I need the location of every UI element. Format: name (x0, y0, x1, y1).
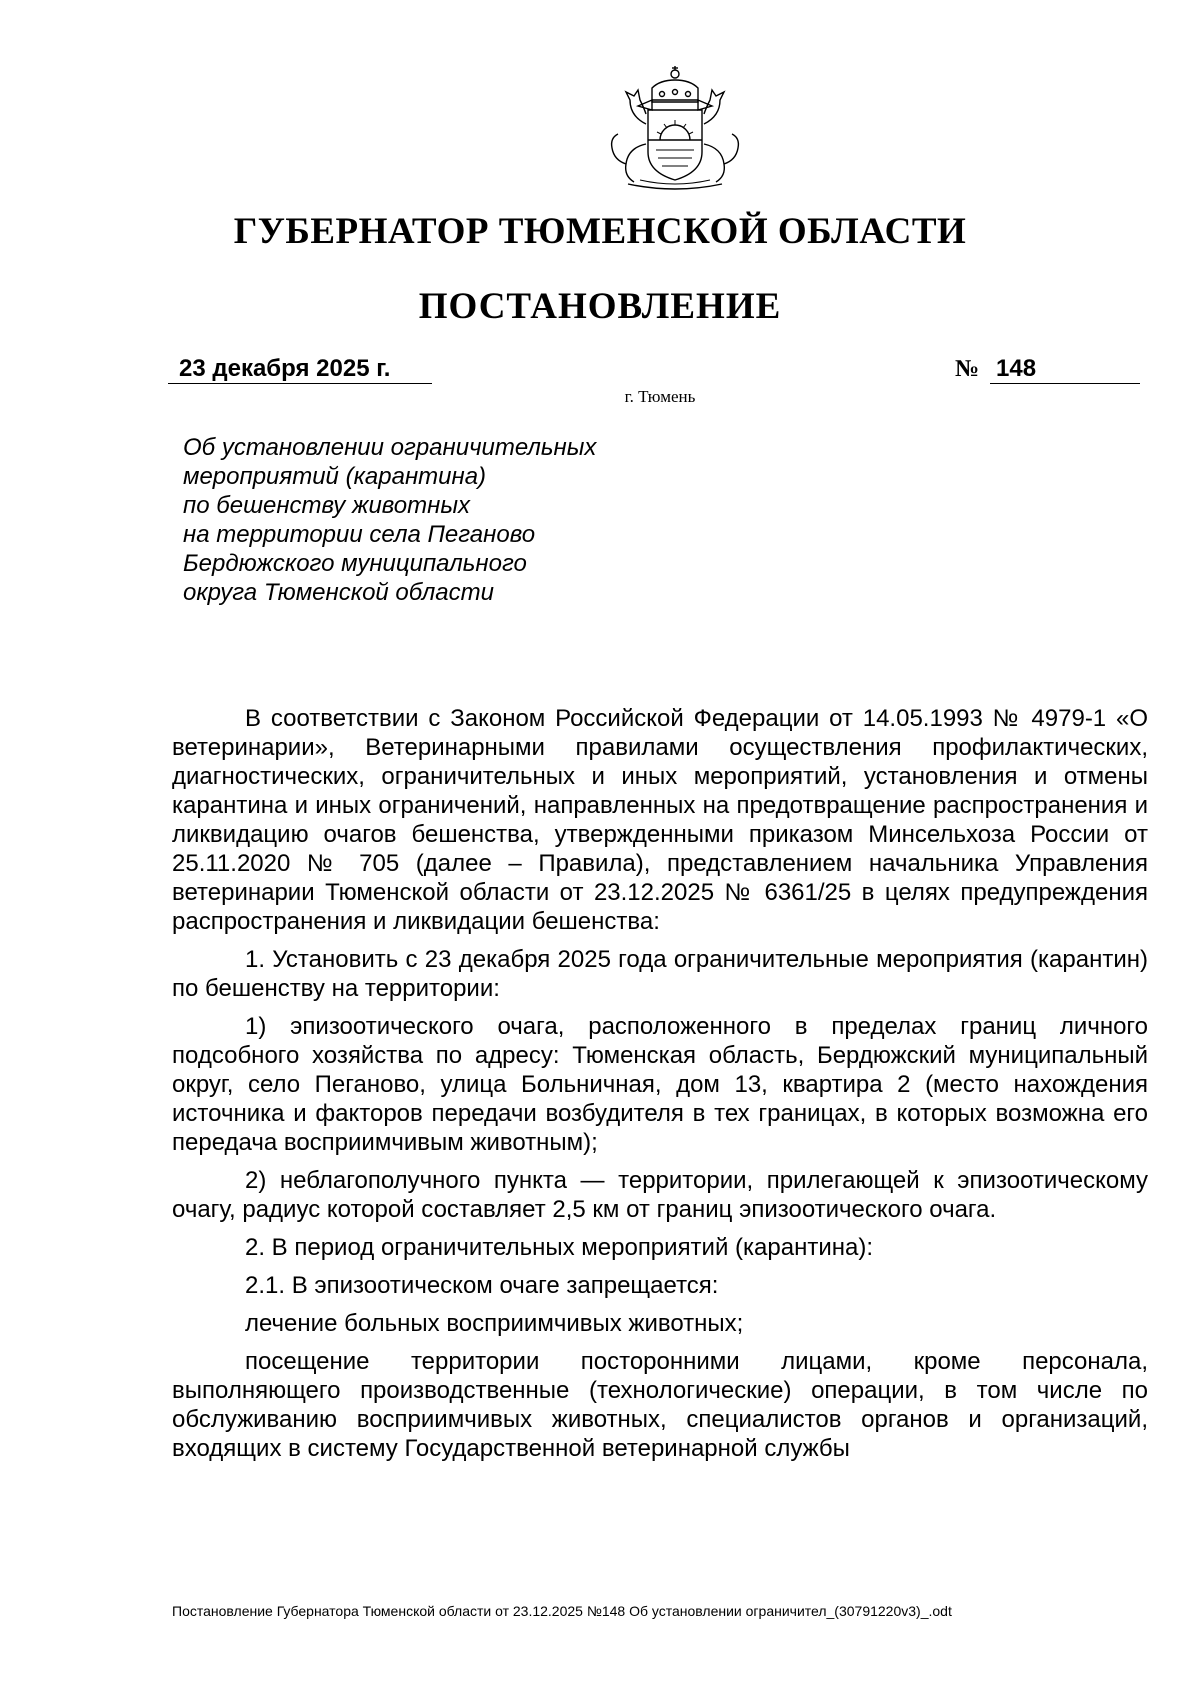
body-paragraph: лечение больных восприимчивых животных; (245, 1310, 744, 1337)
subject-line: на территории села Пеганово (183, 521, 536, 548)
subject-line: Бердюжского муниципального (183, 550, 527, 577)
body-paragraph: 2.1. В эпизоотическом очаге запрещается: (245, 1272, 719, 1299)
subject-line: округа Тюменской области (183, 579, 494, 606)
document-date: 23 декабря 2025 г. (168, 355, 432, 384)
document-number: 148 (990, 355, 1140, 384)
document-number-label: № (955, 356, 980, 382)
body-paragraph: посещение территории посторонними лицами, кроме персонала, выполняющего производственные (технологические) операции, в том числе по обслуживанию восприимчивых животных, специалистов органов и организаций, входящих в систему Государственной ветеринарной службы (172, 1348, 1148, 1462)
subject-line: мероприятий (карантина) (183, 463, 487, 490)
subject-line: по бешенству животных (183, 492, 471, 519)
body-paragraph: 2) неблагополучного пункта — территории, прилегающей к эпизоотическому очагу, радиус которой составляет 2,5 км от границ эпизоотического очага. (172, 1167, 1148, 1223)
issuing-authority-title: ГУБЕРНАТОР ТЮМЕНСКОЙ ОБЛАСТИ (233, 211, 967, 252)
body-paragraph: В соответствии с Законом Российской Федерации от 14.05.1993 № 4979-1 «О ветеринарии», Ветеринарными правилами осуществления профилактических, диагностических, ограничительных и иных мероприятий, установления и отмены карантина и иных ограничений, направленных на предотвращение распространения и ликвидацию очагов бешенства, утвержденными приказом Минсельхоза России от 25.11.2020 № 705 (далее – Правила), представлением начальника Управления ветеринарии Тюменской области от 23.12.2025 № 6361/25 в целях предупреждения распространения и ликвидации бешенства: (172, 705, 1148, 935)
document-body (172, 704, 1148, 1472)
body-paragraph: 2. В период ограничительных мероприятий (карантина): (245, 1234, 874, 1261)
subject-line: Об установлении ограничительных (183, 434, 597, 461)
document-subject (183, 433, 783, 607)
page-footer: Постановление Губернатора Тюменской области от 23.12.2025 №148 Об установлении ограничител_(30791220v3)_.odt (172, 1603, 952, 1619)
body-paragraph: 1. Установить с 23 декабря 2025 года ограничительные мероприятия (карантин) по бешенству на территории: (172, 946, 1148, 1002)
document-city: г. Тюмень (624, 387, 696, 406)
body-paragraph: 1) эпизоотического очага, расположенного в пределах границ личного подсобного хозяйства по адресу: Тюменская область, Бердюжский муниципальный округ, село Пеганово, улица Больничная, дом 13, квартира 2 (место нахождения источника и факторов передачи возбудителя в тех границах, в которых возможна его передача восприимчивым животным); (172, 1013, 1148, 1156)
document-type-title: ПОСТАНОВЛЕНИЕ (418, 286, 782, 327)
coat-of-arms-icon (600, 64, 750, 194)
